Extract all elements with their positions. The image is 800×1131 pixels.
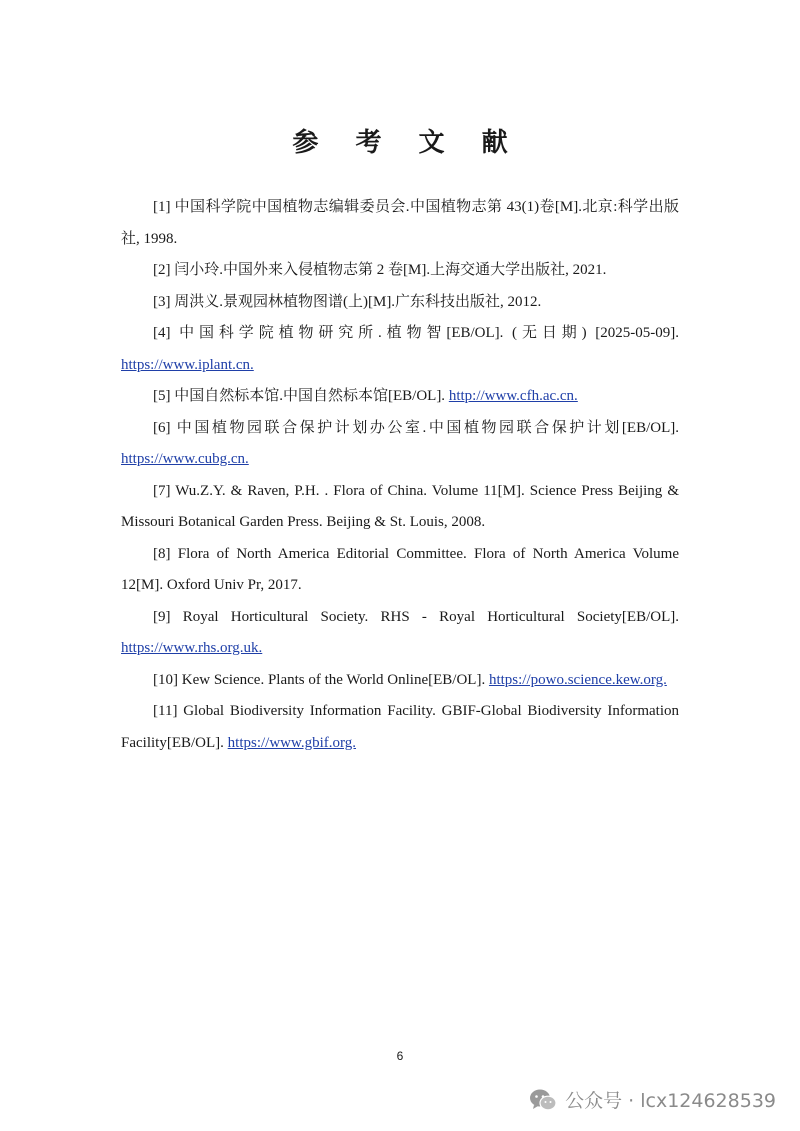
watermark (529, 1086, 776, 1113)
reference-item: [2] 闫小玲.中国外来入侵植物志第 2 卷[M].上海交通大学出版社, 2021. (153, 262, 607, 278)
reference-item: [6] 中国植物园联合保护计划办公室.中国植物园联合保护计划[EB/OL]. https://www.cubg.cn. (121, 419, 679, 467)
reference-link[interactable]: https://www.rhs.org.uk. (121, 640, 263, 656)
reference-list (121, 192, 679, 759)
reference-item: [11] Global Biodiversity Information Facility. GBIF-Global Biodiversity Information Facility[EB/OL]. https://www.gbif.org. (121, 703, 679, 751)
reference-link[interactable]: https://www.gbif.org. (227, 734, 356, 751)
watermark-text: 公众号 · lcx124628539 (565, 1090, 776, 1112)
reference-link[interactable]: http://www.cfh.ac.cn. (448, 388, 578, 404)
reference-item: [1] 中国科学院中国植物志编辑委员会.中国植物志第 43(1)卷[M].北京:科学出版社, 1998. (121, 199, 679, 247)
reference-item: [5] 中国自然标本馆.中国自然标本馆[EB/OL]. http://www.cfh.ac.cn. (153, 388, 578, 404)
reference-item: [4] 中国科学院植物研究所.植物智[EB/OL]. (无日期) [2025-05-09]. https://www.iplant.cn. (121, 325, 679, 373)
reference-link[interactable]: https://powo.science.kew.org. (488, 671, 667, 688)
reference-item: [10] Kew Science. Plants of the World Online[EB/OL]. https://powo.science.kew.org. (153, 671, 667, 688)
reference-item: [3] 周洪义.景观园林植物图谱(上)[M].广东科技出版社, 2012. (153, 293, 542, 310)
page-number: 6 (396, 1049, 404, 1063)
reference-item: [9] Royal Horticultural Society. RHS - Royal Horticultural Society[EB/OL]. https://www.rhs.org.uk. (121, 608, 679, 656)
reference-item: [7] Wu.Z.Y. & Raven, P.H. . Flora of China. Volume 11[M]. Science Press Beijing & Missouri Botanical Garden Press. Beijing & St. Louis, 2008. (121, 482, 679, 530)
reference-link[interactable]: https://www.cubg.cn. (121, 451, 249, 467)
reference-link[interactable]: https://www.iplant.cn. (121, 356, 254, 373)
page-title: 参 考 文 献 (292, 128, 522, 158)
reference-item: [8] Flora of North America Editorial Committee. Flora of North America Volume 12[M]. Oxford Univ Pr, 2017. (121, 545, 679, 593)
wechat-icon (529, 1088, 557, 1112)
